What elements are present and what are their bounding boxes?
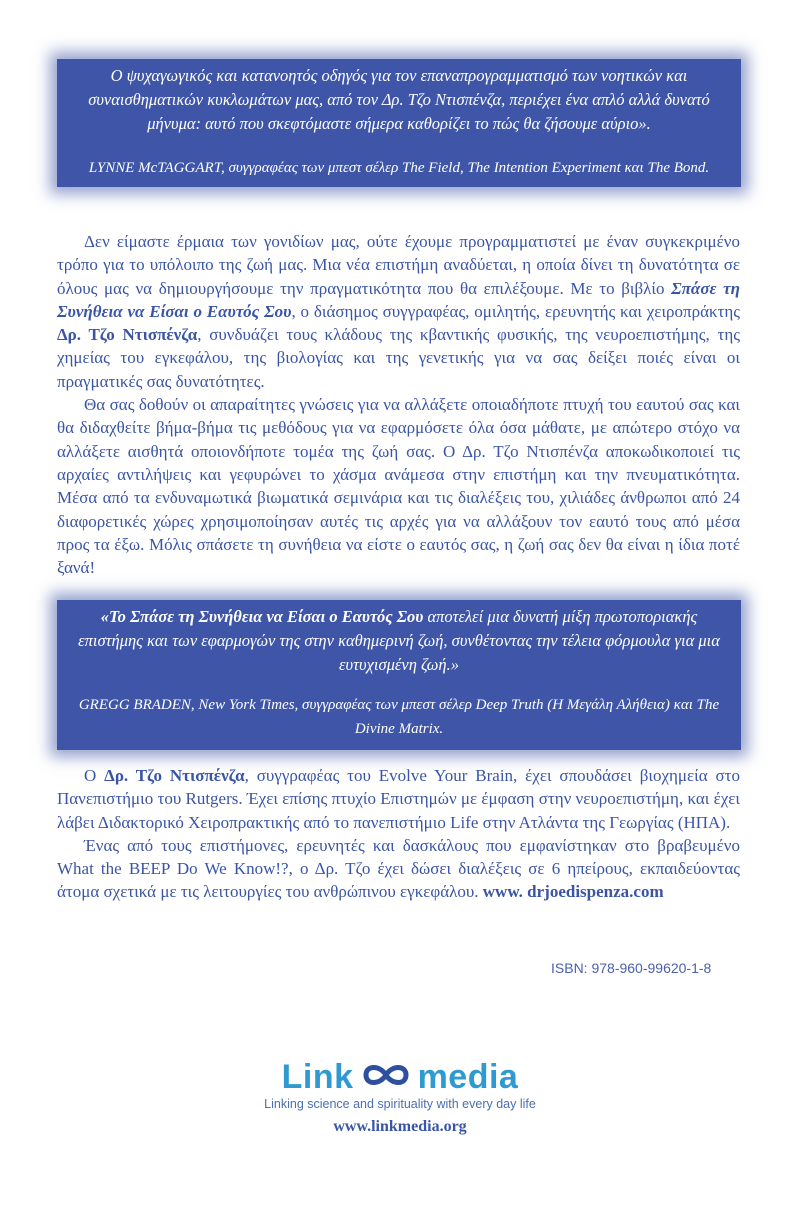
book-description	[57, 230, 740, 579]
book-title: Σπάσε τη Συνήθεια να Είσαι ο Εαυτός Σου	[57, 278, 740, 321]
endorsement-quote-braden	[57, 600, 741, 750]
quote-text: Ο ψυχαγωγικός και κατανοητός οδηγός για τον επαναπρογραμματισμό των νοητικών και συναισθηματικών κυκλωμάτων μας, από τον Δρ. Τζο Ντισπένζα, περιέχει ένα απλό αλλά δυνατό μήνυμα: αυτό που σκεφτόμαστε σήμερα καθορίζει το πώς θα ζήσουμε αύριο».	[88, 66, 710, 133]
quote-text: «Το Σπάσε τη Συνήθεια να Είσαι ο Εαυτός Σου αποτελεί μια δυνατή μίξη πρωτοποριακής επιστήμης και των εφαρμογών της στην καθημερινή ζωή, συνθέτοντας την τέλεια φόρμουλα για μια ευτυχισμένη ζωή.»	[78, 607, 720, 674]
description-paragraph-1: Δεν είμαστε έρμαια των γονιδίων μας, ούτε έχουμε προγραμματιστεί με έναν συγκεκριμένο τρόπο για το υπόλοιπο της ζωή μας. Μια νέα επιστήμη αναδύεται, η οποία δίνει τη δυνατότητα σε όλους μας να δημιουργήσουμε την πραγματικότητα που θα επιλέξουμε. Με το βιβλίο Σπάσε τη Συνήθεια να Είσαι ο Εαυτός Σου, ο διάσημος συγγραφέας, ομιλητής, ερευνητής και χειροπράκτης Δρ. Τζο Ντισπένζα, συνδυάζει τους κλάδους της κβαντικής φυσικής, της νευροεπιστήμης, της χημείας του εγκεφάλου, της βιολογίας και της γενετικής για να σας δείξει ποιές είναι οι πραγματικές σας δυνατότητες.	[57, 232, 740, 391]
quote-attribution: LYNNE McTAGGART, συγγραφέας των μπεστ σέλερ The Field, The Intention Experiment και The Bond.	[88, 160, 710, 176]
publisher-logo	[0, 1058, 800, 1111]
author-name: Δρ. Τζο Ντισπένζα	[104, 766, 245, 785]
isbn-label: ISBN: 978-960-99620-1-8	[551, 960, 712, 976]
logo-word-media: media	[417, 1058, 519, 1096]
description-paragraph-2: Θα σας δοθούν οι απαραίτητες γνώσεις για να αλλάξετε οποιαδήποτε πτυχή του εαυτού σας και θα διδαχθείτε βήμα-βήμα τις μεθόδους για να εφαρμόσετε όλα όσα μάθατε, με απώτερο στόχο να αλλάξετε αισθητά οποιονδήποτε τομέα της ζωή σας. Ο Δρ. Τζο Ντισπένζα αποκωδικοποιεί τις αρχαίες αντιλήψεις και γεφυρώνει το χάσμα ανάμεσα στην επιστήμη και την πνευματικότητα. Μέσα από τα ενδυναμωτικά βιωματικά σεμινάρια και τις διαλέξεις του, χιλιάδες άνθρωποι από 24 διαφορετικές χώρες χρησιμοποίησαν αυτές τις αρχές για να αλλάξουν τον εαυτό τους από μέσα προς τα έξω. Μόλις σπάσετε τη συνήθεια να είστε ο εαυτός σας, η ζωή σας δεν θα είναι η ίδια ποτέ ξανά!	[57, 395, 740, 578]
author-website-link[interactable]: www. drjoedispenza.com	[482, 882, 664, 902]
quote-author: GREGG BRADEN	[78, 697, 191, 713]
infinity-icon	[362, 1062, 410, 1093]
quote-author: LYNNE McTAGGART	[88, 160, 221, 176]
author-name: Δρ. Τζο Ντισπένζα	[57, 325, 198, 345]
publisher-url[interactable]: www.linkmedia.org	[333, 1118, 467, 1135]
quote-attribution: GREGG BRADEN, New York Times, συγγραφέας των μπεστ σέλερ Deep Truth (Η Μεγάλη Αλήθεια) και The Divine Matrix.	[78, 697, 720, 737]
bio-paragraph-1: Ο Δρ. Τζο Ντισπένζα, συγγραφέας του Evolve Your Brain, έχει σπουδάσει βιοχημεία στο Πανεπιστήμιο του Rutgers. Έχει επίσης πτυχίο Επιστημών με έμφαση στην νευροεπιστήμη, και έχει λάβει Διδακτορικό Χειροπρακτικής από το πανεπιστήμιο Life στην Ατλάντα της Γεωργίας (ΗΠΑ).	[57, 766, 741, 832]
author-bio	[57, 764, 740, 904]
logo-word-link: Link	[281, 1058, 354, 1096]
endorsement-quote-mctaggart	[57, 59, 741, 187]
logo-tagline: Linking science and spirituality with every day life	[264, 1097, 536, 1111]
bio-paragraph-2: Ένας από τους επιστήμονες, ερευνητές και δασκάλους που εμφανίστηκαν στο βραβευμένο What the BEEP Do We Know!?, ο Δρ. Τζο έχει δώσει διαλέξεις σε 6 ηπείρους, εκπαιδεύοντας άτομα σχετικά με τις λειτουργίες του ανθρώπινου εγκεφάλου. www. drjoedispenza.com	[57, 835, 740, 902]
